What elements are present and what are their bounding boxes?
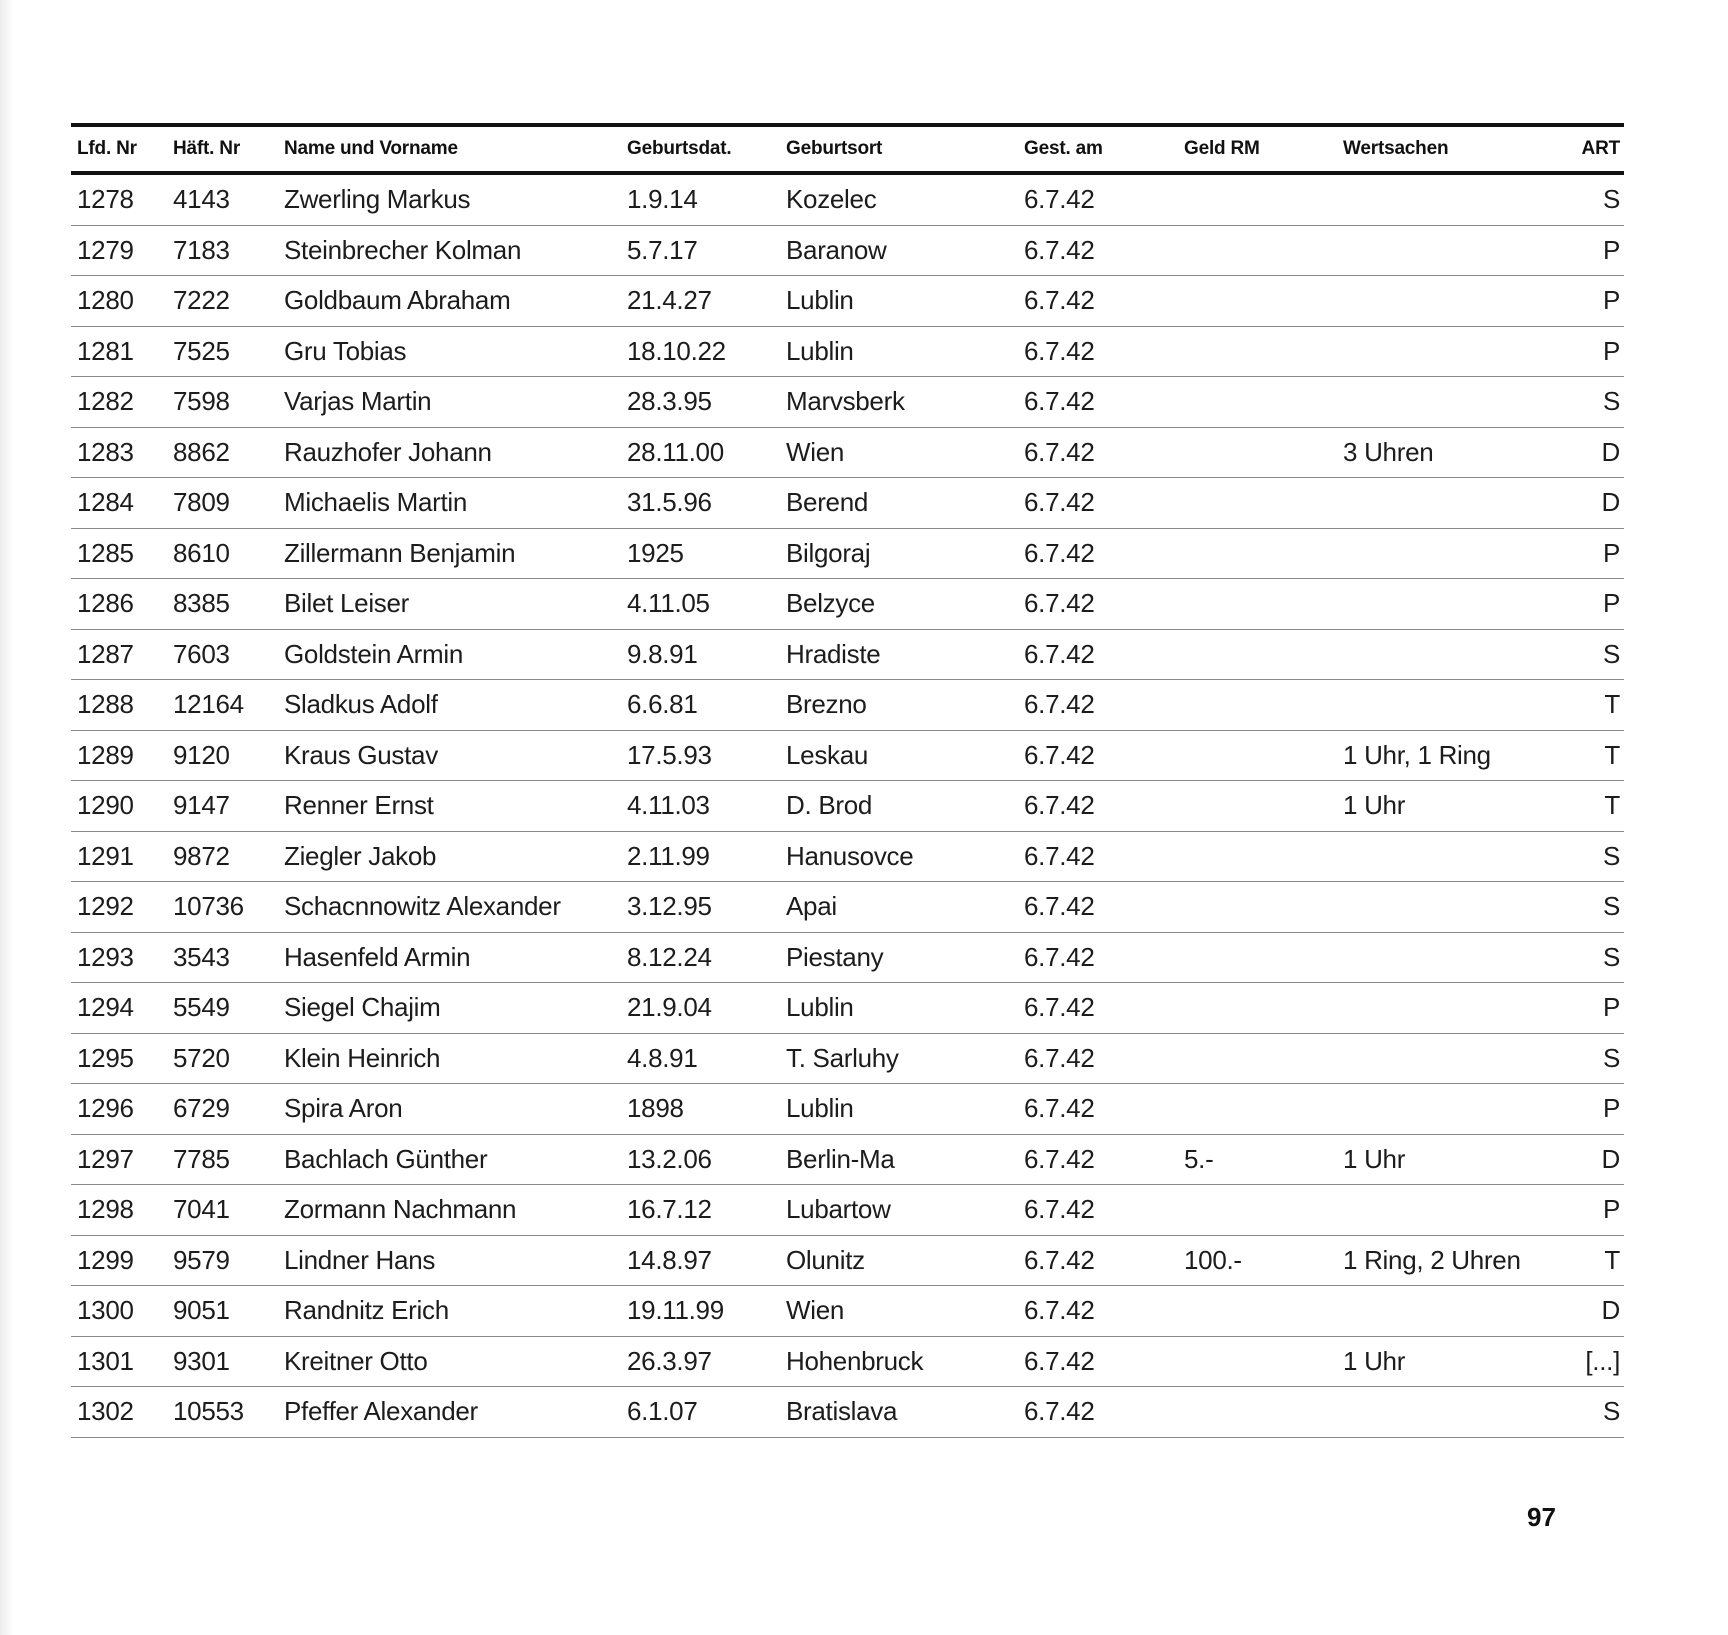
cell-geld-rm: 5.- (1178, 1134, 1337, 1185)
cell-geld-rm (1178, 579, 1337, 630)
cell-geburtsort: Piestany (780, 932, 1018, 983)
cell-gestorben-am: 6.7.42 (1018, 326, 1178, 377)
cell-haeft-nr: 7525 (167, 326, 278, 377)
cell-wertsachen (1337, 326, 1537, 377)
cell-name: Renner Ernst (278, 781, 621, 832)
cell-wertsachen (1337, 983, 1537, 1034)
cell-geburtsort: Hohenbruck (780, 1336, 1018, 1387)
cell-lfd-nr: 1283 (71, 427, 167, 478)
cell-geburtsort: Bilgoraj (780, 528, 1018, 579)
cell-name: Goldbaum Abraham (278, 276, 621, 327)
cell-geld-rm (1178, 831, 1337, 882)
cell-geburtsdatum: 14.8.97 (621, 1235, 780, 1286)
cell-geburtsdatum: 9.8.91 (621, 629, 780, 680)
cell-lfd-nr: 1279 (71, 225, 167, 276)
cell-art: D (1537, 427, 1624, 478)
cell-geburtsdatum: 5.7.17 (621, 225, 780, 276)
cell-lfd-nr: 1281 (71, 326, 167, 377)
cell-haeft-nr: 9579 (167, 1235, 278, 1286)
cell-wertsachen: 1 Uhr (1337, 1134, 1537, 1185)
cell-name: Zwerling Markus (278, 173, 621, 225)
cell-lfd-nr: 1297 (71, 1134, 167, 1185)
cell-wertsachen (1337, 173, 1537, 225)
header-row (71, 125, 1624, 173)
cell-geburtsdatum: 8.12.24 (621, 932, 780, 983)
cell-haeft-nr: 6729 (167, 1084, 278, 1135)
cell-gestorben-am: 6.7.42 (1018, 1185, 1178, 1236)
cell-lfd-nr: 1294 (71, 983, 167, 1034)
cell-art: D (1537, 1134, 1624, 1185)
cell-art: T (1537, 1235, 1624, 1286)
cell-haeft-nr: 5549 (167, 983, 278, 1034)
cell-geld-rm (1178, 326, 1337, 377)
cell-lfd-nr: 1284 (71, 478, 167, 529)
cell-geld-rm (1178, 1084, 1337, 1135)
cell-haeft-nr: 10553 (167, 1387, 278, 1438)
cell-art: S (1537, 882, 1624, 933)
cell-gestorben-am: 6.7.42 (1018, 1134, 1178, 1185)
cell-lfd-nr: 1290 (71, 781, 167, 832)
cell-geburtsort: Kozelec (780, 173, 1018, 225)
cell-geld-rm (1178, 377, 1337, 428)
table-row (71, 1286, 1624, 1337)
cell-haeft-nr: 8610 (167, 528, 278, 579)
table-row (71, 1185, 1624, 1236)
cell-geburtsort: Hanusovce (780, 831, 1018, 882)
table-row (71, 730, 1624, 781)
table-row (71, 831, 1624, 882)
table-row (71, 983, 1624, 1034)
table-row (71, 377, 1624, 428)
cell-art: D (1537, 478, 1624, 529)
cell-geld-rm (1178, 478, 1337, 529)
cell-name: Rauzhofer Johann (278, 427, 621, 478)
table-row (71, 276, 1624, 327)
cell-art: S (1537, 831, 1624, 882)
cell-geld-rm (1178, 1286, 1337, 1337)
cell-geld-rm (1178, 882, 1337, 933)
header-lfd-nr: Lfd. Nr (77, 138, 137, 159)
table-row (71, 1033, 1624, 1084)
cell-geburtsort: Lublin (780, 326, 1018, 377)
cell-lfd-nr: 1292 (71, 882, 167, 933)
cell-geburtsdatum: 1925 (621, 528, 780, 579)
cell-wertsachen: 3 Uhren (1337, 427, 1537, 478)
cell-geld-rm (1178, 225, 1337, 276)
cell-haeft-nr: 7809 (167, 478, 278, 529)
table-row (71, 1235, 1624, 1286)
cell-wertsachen (1337, 377, 1537, 428)
cell-haeft-nr: 7183 (167, 225, 278, 276)
cell-geburtsdatum: 28.3.95 (621, 377, 780, 428)
page-edge-shadow (0, 0, 14, 1635)
cell-gestorben-am: 6.7.42 (1018, 932, 1178, 983)
cell-geburtsort: Wien (780, 427, 1018, 478)
cell-haeft-nr: 9120 (167, 730, 278, 781)
cell-geburtsort: D. Brod (780, 781, 1018, 832)
cell-geburtsort: Lubartow (780, 1185, 1018, 1236)
header-art: ART (1581, 138, 1620, 159)
header-wertsachen: Wertsachen (1343, 138, 1449, 159)
cell-geburtsort: Berlin-Ma (780, 1134, 1018, 1185)
cell-geld-rm (1178, 629, 1337, 680)
cell-art: [...] (1537, 1336, 1624, 1387)
cell-geburtsdatum: 1898 (621, 1084, 780, 1135)
cell-gestorben-am: 6.7.42 (1018, 882, 1178, 933)
cell-geburtsdatum: 6.1.07 (621, 1387, 780, 1438)
cell-haeft-nr: 9872 (167, 831, 278, 882)
table-row (71, 478, 1624, 529)
cell-geburtsort: T. Sarluhy (780, 1033, 1018, 1084)
cell-gestorben-am: 6.7.42 (1018, 478, 1178, 529)
cell-art: S (1537, 932, 1624, 983)
cell-geburtsdatum: 19.11.99 (621, 1286, 780, 1337)
prisoner-register-table (71, 123, 1624, 1438)
cell-haeft-nr: 7598 (167, 377, 278, 428)
cell-name: Hasenfeld Armin (278, 932, 621, 983)
cell-geburtsdatum: 28.11.00 (621, 427, 780, 478)
cell-gestorben-am: 6.7.42 (1018, 1235, 1178, 1286)
cell-wertsachen (1337, 1286, 1537, 1337)
cell-gestorben-am: 6.7.42 (1018, 528, 1178, 579)
cell-haeft-nr: 7785 (167, 1134, 278, 1185)
cell-geld-rm (1178, 781, 1337, 832)
cell-art: T (1537, 680, 1624, 731)
cell-wertsachen: 1 Uhr (1337, 1336, 1537, 1387)
cell-name: Schacnnowitz Alexander (278, 882, 621, 933)
cell-geld-rm (1178, 680, 1337, 731)
cell-name: Zillermann Benjamin (278, 528, 621, 579)
cell-haeft-nr: 7041 (167, 1185, 278, 1236)
cell-haeft-nr: 10736 (167, 882, 278, 933)
cell-wertsachen (1337, 528, 1537, 579)
cell-art: T (1537, 781, 1624, 832)
cell-gestorben-am: 6.7.42 (1018, 1387, 1178, 1438)
cell-geburtsdatum: 17.5.93 (621, 730, 780, 781)
cell-wertsachen (1337, 1185, 1537, 1236)
cell-geburtsort: Marvsberk (780, 377, 1018, 428)
cell-lfd-nr: 1301 (71, 1336, 167, 1387)
cell-name: Pfeffer Alexander (278, 1387, 621, 1438)
cell-geburtsort: Lublin (780, 1084, 1018, 1135)
page-number: 97 (1527, 1502, 1556, 1532)
cell-art: S (1537, 377, 1624, 428)
table-row (71, 1084, 1624, 1135)
cell-gestorben-am: 6.7.42 (1018, 225, 1178, 276)
cell-lfd-nr: 1293 (71, 932, 167, 983)
cell-haeft-nr: 4143 (167, 173, 278, 225)
cell-art: P (1537, 276, 1624, 327)
cell-gestorben-am: 6.7.42 (1018, 831, 1178, 882)
cell-lfd-nr: 1287 (71, 629, 167, 680)
table-row (71, 326, 1624, 377)
header-geburtsdatum: Geburtsdat. (627, 138, 732, 159)
header-geld-rm: Geld RM (1184, 138, 1260, 159)
table-row (71, 1134, 1624, 1185)
cell-geld-rm (1178, 276, 1337, 327)
cell-geld-rm (1178, 983, 1337, 1034)
cell-lfd-nr: 1302 (71, 1387, 167, 1438)
cell-geburtsort: Leskau (780, 730, 1018, 781)
cell-geburtsdatum: 21.9.04 (621, 983, 780, 1034)
cell-geburtsdatum: 4.11.05 (621, 579, 780, 630)
cell-haeft-nr: 8385 (167, 579, 278, 630)
cell-art: P (1537, 528, 1624, 579)
cell-geburtsdatum: 2.11.99 (621, 831, 780, 882)
cell-haeft-nr: 12164 (167, 680, 278, 731)
cell-lfd-nr: 1298 (71, 1185, 167, 1236)
cell-wertsachen: 1 Ring, 2 Uhren (1337, 1235, 1537, 1286)
cell-lfd-nr: 1289 (71, 730, 167, 781)
cell-name: Kraus Gustav (278, 730, 621, 781)
cell-lfd-nr: 1278 (71, 173, 167, 225)
cell-name: Spira Aron (278, 1084, 621, 1135)
cell-geburtsort: Bratislava (780, 1387, 1018, 1438)
cell-gestorben-am: 6.7.42 (1018, 730, 1178, 781)
cell-haeft-nr: 9147 (167, 781, 278, 832)
cell-lfd-nr: 1286 (71, 579, 167, 630)
table-row (71, 225, 1624, 276)
table-row (71, 427, 1624, 478)
cell-gestorben-am: 6.7.42 (1018, 781, 1178, 832)
cell-haeft-nr: 5720 (167, 1033, 278, 1084)
cell-gestorben-am: 6.7.42 (1018, 983, 1178, 1034)
cell-geld-rm (1178, 1033, 1337, 1084)
cell-wertsachen (1337, 225, 1537, 276)
header-name: Name und Vorname (284, 138, 458, 159)
cell-haeft-nr: 9051 (167, 1286, 278, 1337)
cell-name: Lindner Hans (278, 1235, 621, 1286)
cell-geburtsort: Baranow (780, 225, 1018, 276)
cell-gestorben-am: 6.7.42 (1018, 1286, 1178, 1337)
cell-gestorben-am: 6.7.42 (1018, 276, 1178, 327)
cell-wertsachen: 1 Uhr (1337, 781, 1537, 832)
cell-geld-rm (1178, 427, 1337, 478)
cell-gestorben-am: 6.7.42 (1018, 173, 1178, 225)
cell-geburtsort: Olunitz (780, 1235, 1018, 1286)
table-row (71, 781, 1624, 832)
cell-geburtsdatum: 13.2.06 (621, 1134, 780, 1185)
cell-art: P (1537, 579, 1624, 630)
cell-wertsachen (1337, 932, 1537, 983)
cell-art: S (1537, 1387, 1624, 1438)
table-row (71, 1336, 1624, 1387)
table-row (71, 528, 1624, 579)
cell-geld-rm (1178, 1336, 1337, 1387)
cell-geburtsdatum: 26.3.97 (621, 1336, 780, 1387)
cell-art: P (1537, 983, 1624, 1034)
register-table-container (71, 123, 1624, 1438)
cell-name: Klein Heinrich (278, 1033, 621, 1084)
table-row (71, 173, 1624, 225)
cell-wertsachen: 1 Uhr, 1 Ring (1337, 730, 1537, 781)
cell-geld-rm (1178, 730, 1337, 781)
cell-art: D (1537, 1286, 1624, 1337)
cell-geburtsort: Lublin (780, 983, 1018, 1034)
table-body (71, 173, 1624, 1437)
header-haeft-nr: Häft. Nr (173, 138, 241, 159)
cell-haeft-nr: 8862 (167, 427, 278, 478)
cell-name: Zormann Nachmann (278, 1185, 621, 1236)
cell-name: Steinbrecher Kolman (278, 225, 621, 276)
cell-lfd-nr: 1282 (71, 377, 167, 428)
cell-gestorben-am: 6.7.42 (1018, 1084, 1178, 1135)
cell-gestorben-am: 6.7.42 (1018, 1336, 1178, 1387)
cell-geburtsdatum: 18.10.22 (621, 326, 780, 377)
cell-geld-rm (1178, 932, 1337, 983)
cell-name: Ziegler Jakob (278, 831, 621, 882)
cell-wertsachen (1337, 680, 1537, 731)
cell-geburtsdatum: 4.8.91 (621, 1033, 780, 1084)
table-row (71, 932, 1624, 983)
header-gestorben-am: Gest. am (1024, 138, 1103, 159)
cell-geld-rm: 100.- (1178, 1235, 1337, 1286)
cell-haeft-nr: 7222 (167, 276, 278, 327)
cell-name: Randnitz Erich (278, 1286, 621, 1337)
cell-name: Kreitner Otto (278, 1336, 621, 1387)
table-row (71, 1387, 1624, 1438)
cell-art: P (1537, 225, 1624, 276)
cell-wertsachen (1337, 579, 1537, 630)
cell-geburtsort: Hradiste (780, 629, 1018, 680)
cell-haeft-nr: 9301 (167, 1336, 278, 1387)
cell-haeft-nr: 3543 (167, 932, 278, 983)
cell-lfd-nr: 1295 (71, 1033, 167, 1084)
cell-geburtsdatum: 16.7.12 (621, 1185, 780, 1236)
cell-lfd-nr: 1280 (71, 276, 167, 327)
header-geburtsort: Geburtsort (786, 138, 883, 159)
cell-art: S (1537, 173, 1624, 225)
cell-art: T (1537, 730, 1624, 781)
cell-geld-rm (1178, 528, 1337, 579)
cell-geburtsdatum: 4.11.03 (621, 781, 780, 832)
cell-geburtsdatum: 31.5.96 (621, 478, 780, 529)
cell-geld-rm (1178, 1387, 1337, 1438)
cell-geburtsort: Brezno (780, 680, 1018, 731)
cell-wertsachen (1337, 478, 1537, 529)
cell-art: S (1537, 629, 1624, 680)
cell-art: P (1537, 1084, 1624, 1135)
cell-gestorben-am: 6.7.42 (1018, 427, 1178, 478)
cell-lfd-nr: 1291 (71, 831, 167, 882)
cell-geburtsort: Wien (780, 1286, 1018, 1337)
cell-geburtsdatum: 3.12.95 (621, 882, 780, 933)
cell-geburtsort: Berend (780, 478, 1018, 529)
cell-geburtsdatum: 6.6.81 (621, 680, 780, 731)
cell-wertsachen (1337, 629, 1537, 680)
cell-gestorben-am: 6.7.42 (1018, 579, 1178, 630)
cell-name: Gru Tobias (278, 326, 621, 377)
cell-name: Bilet Leiser (278, 579, 621, 630)
cell-geburtsdatum: 1.9.14 (621, 173, 780, 225)
cell-lfd-nr: 1299 (71, 1235, 167, 1286)
cell-gestorben-am: 6.7.42 (1018, 1033, 1178, 1084)
cell-gestorben-am: 6.7.42 (1018, 680, 1178, 731)
cell-wertsachen (1337, 276, 1537, 327)
cell-name: Goldstein Armin (278, 629, 621, 680)
cell-art: P (1537, 1185, 1624, 1236)
cell-wertsachen (1337, 831, 1537, 882)
cell-wertsachen (1337, 1033, 1537, 1084)
cell-lfd-nr: 1285 (71, 528, 167, 579)
cell-name: Bachlach Günther (278, 1134, 621, 1185)
cell-haeft-nr: 7603 (167, 629, 278, 680)
cell-name: Varjas Martin (278, 377, 621, 428)
cell-geld-rm (1178, 173, 1337, 225)
cell-geburtsort: Lublin (780, 276, 1018, 327)
table-row (71, 579, 1624, 630)
cell-gestorben-am: 6.7.42 (1018, 629, 1178, 680)
cell-wertsachen (1337, 882, 1537, 933)
cell-name: Sladkus Adolf (278, 680, 621, 731)
cell-lfd-nr: 1300 (71, 1286, 167, 1337)
cell-wertsachen (1337, 1084, 1537, 1135)
cell-name: Siegel Chajim (278, 983, 621, 1034)
cell-lfd-nr: 1296 (71, 1084, 167, 1135)
cell-geburtsort: Belzyce (780, 579, 1018, 630)
cell-art: P (1537, 326, 1624, 377)
cell-art: S (1537, 1033, 1624, 1084)
cell-geld-rm (1178, 1185, 1337, 1236)
cell-lfd-nr: 1288 (71, 680, 167, 731)
cell-wertsachen (1337, 1387, 1537, 1438)
table-header (71, 125, 1624, 173)
table-row (71, 629, 1624, 680)
cell-name: Michaelis Martin (278, 478, 621, 529)
table-row (71, 882, 1624, 933)
table-row (71, 680, 1624, 731)
cell-geburtsdatum: 21.4.27 (621, 276, 780, 327)
cell-gestorben-am: 6.7.42 (1018, 377, 1178, 428)
cell-geburtsort: Apai (780, 882, 1018, 933)
